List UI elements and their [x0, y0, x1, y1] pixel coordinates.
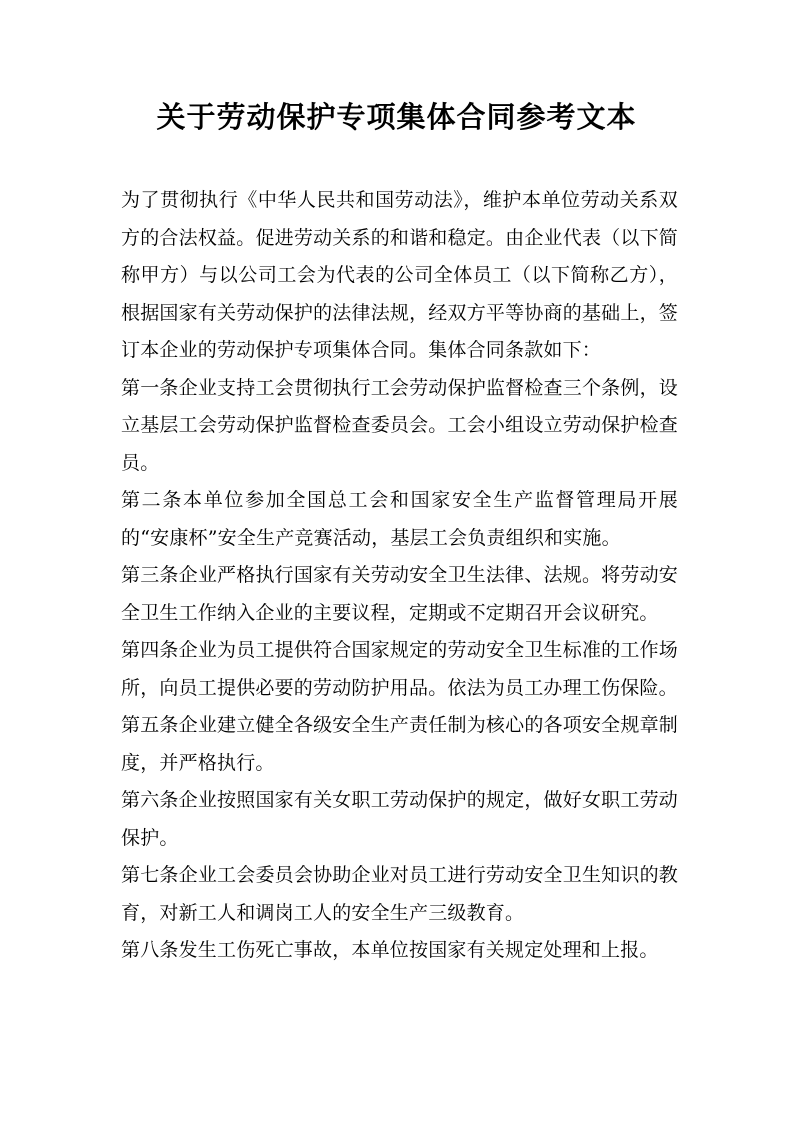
article-8-paragraph: 第八条发生工伤死亡事故，本单位按国家有关规定处理和上报。 [121, 939, 659, 961]
article-5-paragraph: 第五条企业建立健全各级安全生产责任制为核心的各项安全规章制度，并严格执行。 [121, 714, 678, 774]
article-2-paragraph: 第二条本单位参加全国总工会和国家安全生产监督管理局开展的“安康杯”安全生产竞赛活动，基层工会负责组织和实施。 [121, 489, 678, 549]
document-title: 关于劳动保护专项集体合同参考文本 [156, 100, 637, 134]
article-4-paragraph: 第四条企业为员工提供符合国家规定的劳动安全卫生标准的工作场所，向员工提供必要的劳动防护用品。依法为员工办理工伤保险。 [121, 639, 678, 699]
article-7-paragraph: 第七条企业工会委员会协助企业对员工进行劳动安全卫生知识的教育，对新工人和调岗工人的安全生产三级教育。 [121, 864, 678, 924]
preamble-paragraph: 为了贯彻执行《中华人民共和国劳动法》，维护本单位劳动关系双方的合法权益。促进劳动关系的和谐和稳定。由企业代表（以下简称甲方）与以公司工会为代表的公司全体员工（以下简称乙方），根据国家有关劳动保护的法律法规，经双方平等协商的基础上，签订本企业的劳动保护专项集体合同。集体合同条款如下： [121, 189, 678, 361]
article-1-paragraph: 第一条企业支持工会贯彻执行工会劳动保护监督检查三个条例，设立基层工会劳动保护监督检查委员会。工会小组设立劳动保护检查员。 [121, 376, 678, 474]
document-body [121, 182, 678, 970]
article-6-paragraph: 第六条企业按照国家有关女职工劳动保护的规定，做好女职工劳动保护。 [121, 789, 678, 849]
article-3-paragraph: 第三条企业严格执行国家有关劳动安全卫生法律、法规。将劳动安全卫生工作纳入企业的主要议程，定期或不定期召开会议研究。 [121, 564, 678, 624]
